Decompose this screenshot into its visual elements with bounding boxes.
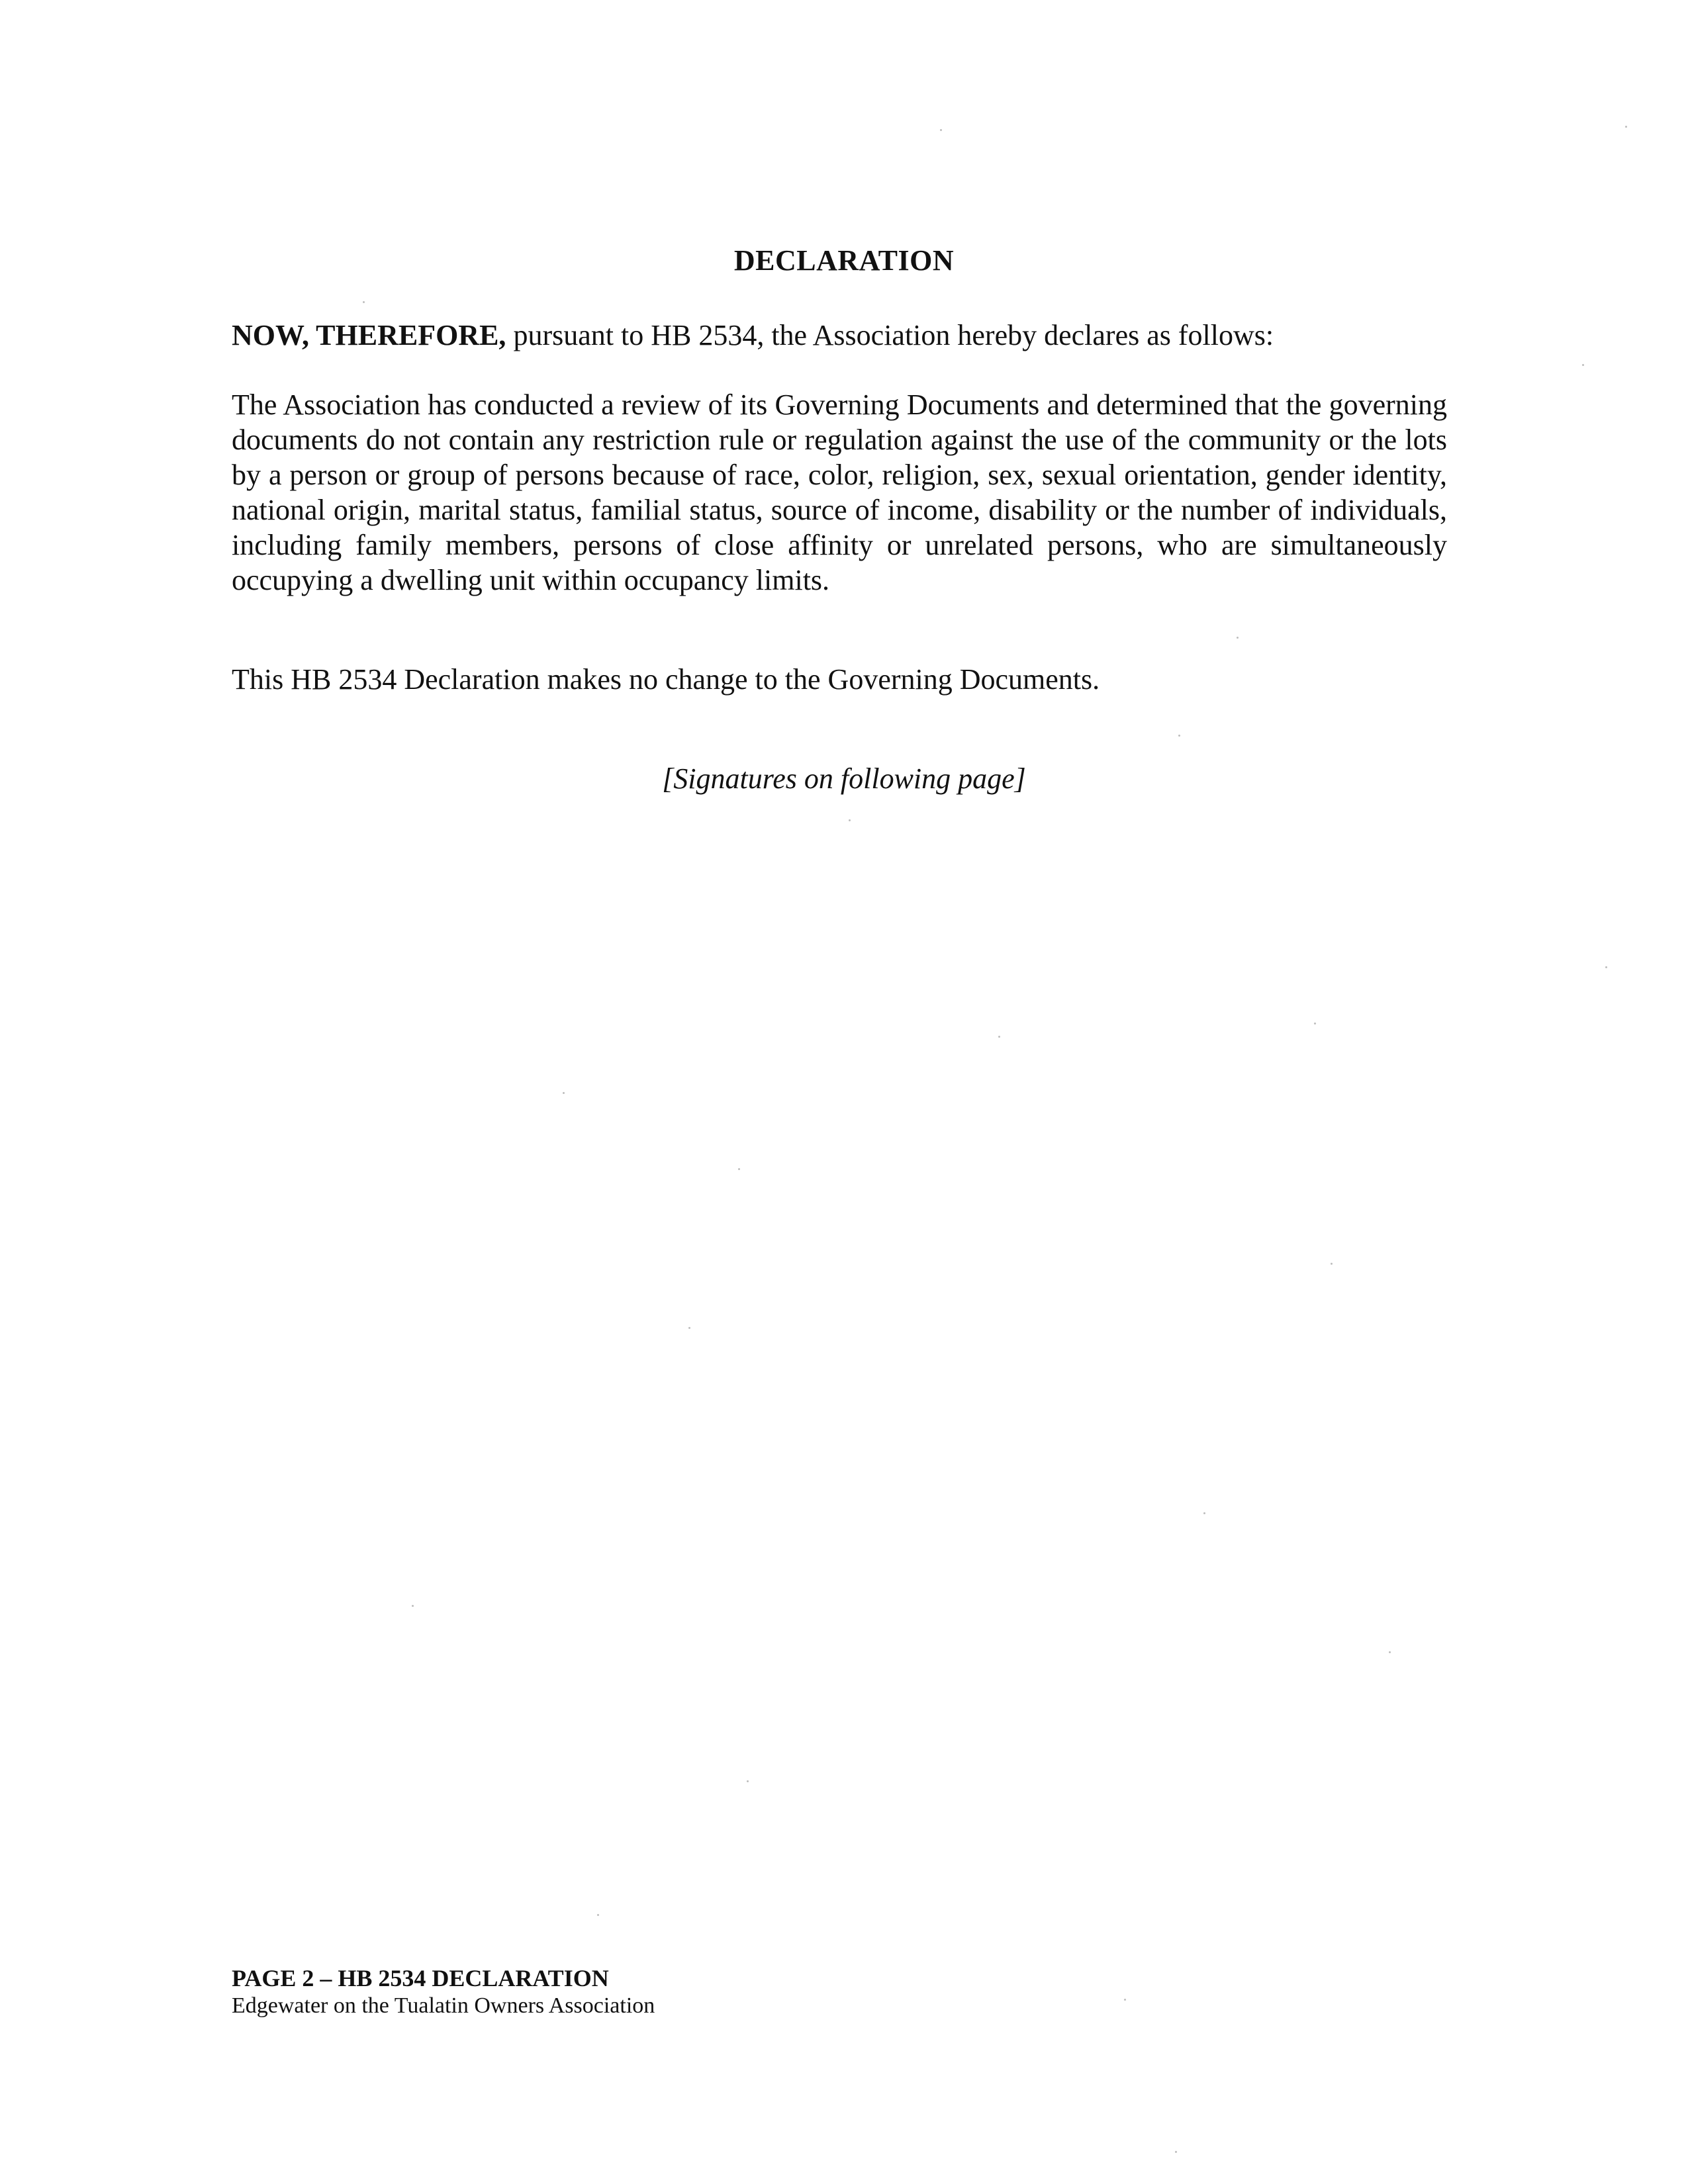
scan-speck [738, 1168, 740, 1170]
scan-speck [1203, 1512, 1205, 1514]
no-change-statement: This HB 2534 Declaration makes no change to the Governing Documents. [232, 663, 1100, 696]
scan-speck [1314, 1023, 1316, 1024]
scan-speck [1237, 637, 1239, 639]
scan-speck [849, 819, 851, 821]
scan-speck [998, 1036, 1000, 1038]
scan-speck [1175, 2151, 1177, 2153]
signatures-note: [Signatures on following page] [662, 762, 1026, 795]
scan-speck [940, 129, 942, 131]
scan-speck [1582, 364, 1584, 366]
scan-speck [1389, 1651, 1391, 1653]
intro-lead: NOW, THEREFORE, [232, 319, 506, 351]
scan-speck [563, 1092, 565, 1094]
scan-speck [1178, 735, 1180, 737]
scan-speck [1331, 1263, 1333, 1265]
footer-title: PAGE 2 – HB 2534 DECLARATION [232, 1965, 609, 1991]
scan-speck [597, 1914, 599, 1916]
scan-speck [747, 1780, 749, 1782]
scan-speck [1605, 966, 1607, 968]
scan-speck [412, 1605, 414, 1607]
scan-speck [1625, 126, 1627, 128]
scan-speck [363, 301, 365, 303]
page-footer [232, 1964, 1158, 2020]
document-heading: DECLARATION [733, 244, 955, 277]
intro-paragraph [232, 318, 1447, 353]
review-paragraph: The Association has conducted a review of its Governing Documents and determined that the governing documents do not contain any restriction rule or regulation against the use of the community or the lots by a person or group of persons because of race, color, religion, sex, sexual orientation, gender identity, national origin, marital status, familial status, source of income, disability or the number of individuals, including family members, persons of close affinity or unrelated persons, who are simultaneously occupying a dwelling unit within occupancy limits. [232, 388, 1447, 596]
scan-speck [1124, 1999, 1126, 2001]
scan-speck [688, 1327, 690, 1329]
intro-rest: pursuant to HB 2534, the Association hereby declares as follows: [506, 319, 1274, 351]
footer-association-name: Edgewater on the Tualatin Owners Association [232, 1993, 655, 2018]
